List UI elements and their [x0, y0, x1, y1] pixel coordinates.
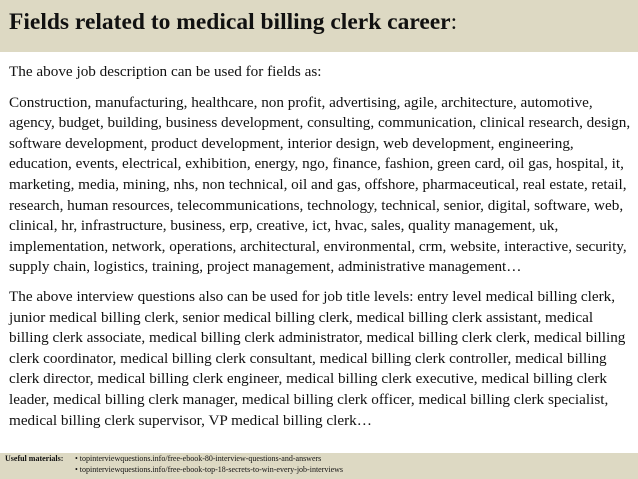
footer-row-2	[5, 465, 638, 476]
intro-paragraph: The above job description can be used for fields as:	[9, 63, 322, 80]
title-bar	[0, 0, 638, 52]
footer-link[interactable]: • topinterviewquestions.info/free-ebook-top-18-secrets-to-win-every-job-interviews	[75, 464, 344, 474]
job-levels-paragraph: The above interview questions also can be used for job title levels: entry level medical billing clerk, junior medical billing clerk, senior medical billing clerk, medical billing clerk assistant, medical billing clerk associate, medical billing clerk administrator, medical billing clerk clerk, medical billing clerk coordinator, medical billing clerk consultant, medical billing clerk controller, medical billing clerk director, medical billing clerk engineer, medical billing clerk executive, medical billing clerk leader, medical billing clerk manager, medical billing clerk officer, medical billing clerk specialist, medical billing clerk supervisor, VP medical billing clerk…	[9, 287, 626, 429]
slide-title	[9, 7, 638, 37]
footer-label: Useful materials:	[5, 454, 64, 463]
footer-row-1	[5, 454, 638, 465]
footer-bar	[0, 453, 638, 479]
footer-link[interactable]: • topinterviewquestions.info/free-ebook-80-interview-questions-and-answers	[75, 454, 322, 463]
slide-title-text: Fields related to medical billing clerk career	[9, 9, 451, 35]
fields-paragraph: Construction, manufacturing, healthcare, non profit, advertising, agile, architecture, automotive, agency, budget, building, business development, consulting, communication, clinical research, design, software development, product development, interior design, web development, engineering, education, events, electrical, exhibition, energy, ngo, finance, fashion, green card, oil gas, hospital, it, marketing, media, mining, nhs, non technical, oil and gas, offshore, pharmaceutical, real estate, retail, research, human resources, telecommunications, technology, technical, senior, digital, software, web, clinical, hr, infrastructure, business, erp, creative, ict, hvac, sales, quality management, uk, implementation, network, operations, architectural, environmental, crm, website, interactive, security, supply chain, logistics, training, project management, administrative management…	[9, 93, 631, 276]
slide-body	[9, 62, 634, 431]
slide-title-colon: :	[450, 9, 458, 35]
